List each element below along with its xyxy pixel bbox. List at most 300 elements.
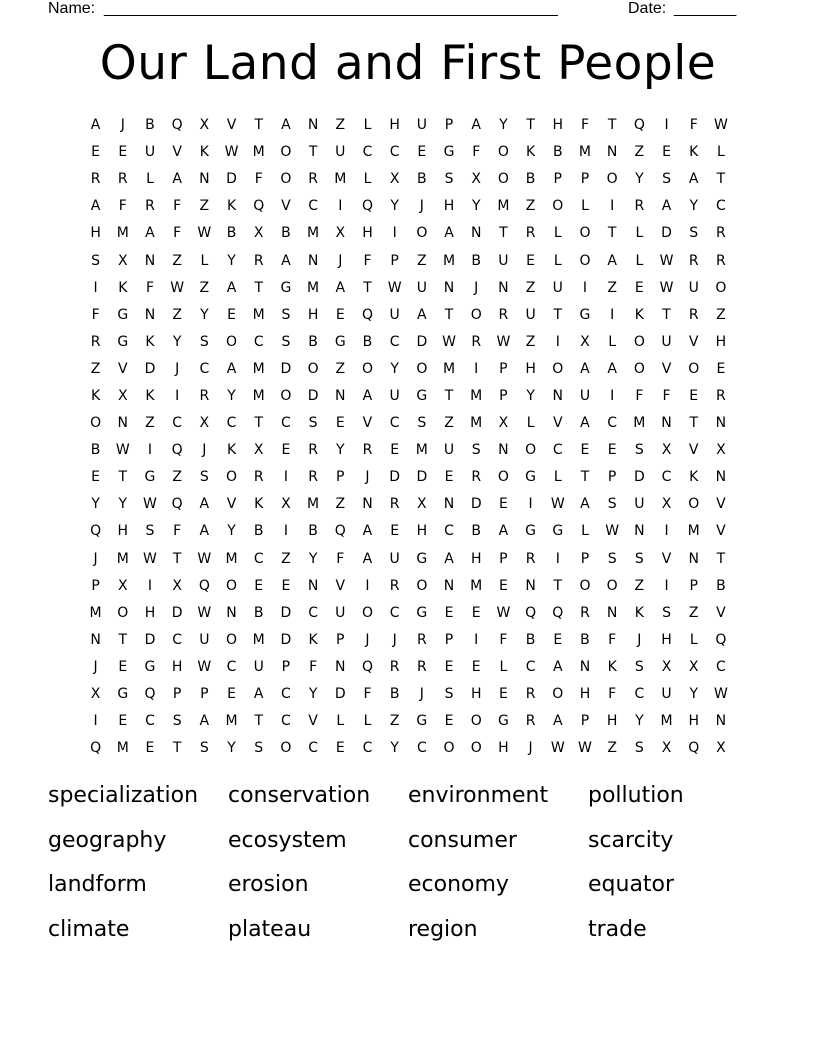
grid-letter[interactable]: V: [552, 415, 563, 432]
grid-letter[interactable]: C: [172, 415, 183, 432]
grid-letter[interactable]: M: [307, 496, 320, 513]
grid-letter[interactable]: W: [605, 523, 620, 540]
grid-letter[interactable]: A: [199, 523, 210, 540]
grid-letter[interactable]: A: [199, 496, 210, 513]
grid-letter[interactable]: J: [120, 117, 125, 134]
grid-letter[interactable]: M: [225, 713, 238, 730]
grid-letter[interactable]: P: [499, 360, 508, 377]
grid-letter[interactable]: S: [444, 686, 454, 703]
grid-letter[interactable]: L: [200, 252, 209, 269]
grid-letter[interactable]: Y: [390, 740, 399, 757]
grid-letter[interactable]: D: [661, 225, 672, 242]
grid-letter[interactable]: H: [389, 117, 400, 134]
grid-letter[interactable]: I: [582, 279, 588, 296]
grid-letter[interactable]: Q: [253, 198, 265, 215]
grid-letter[interactable]: R: [389, 577, 400, 594]
grid-letter[interactable]: C: [552, 442, 563, 459]
grid-letter[interactable]: J: [637, 631, 642, 648]
grid-letter[interactable]: C: [525, 658, 536, 675]
grid-letter[interactable]: C: [661, 469, 672, 486]
grid-letter[interactable]: R: [634, 198, 645, 215]
grid-letter[interactable]: B: [580, 631, 590, 648]
grid-letter[interactable]: P: [200, 686, 209, 703]
grid-letter[interactable]: Z: [335, 496, 346, 513]
grid-letter[interactable]: L: [581, 523, 589, 540]
grid-letter[interactable]: Y: [689, 686, 698, 703]
grid-letter[interactable]: U: [144, 144, 156, 161]
grid-letter[interactable]: E: [444, 469, 454, 486]
grid-letter[interactable]: U: [389, 306, 400, 323]
grid-letter[interactable]: C: [389, 604, 400, 621]
grid-letter[interactable]: B: [471, 523, 482, 540]
grid-letter[interactable]: M: [307, 225, 320, 242]
grid-letter[interactable]: I: [664, 523, 669, 540]
grid-letter[interactable]: M: [252, 144, 265, 161]
grid-letter[interactable]: O: [552, 198, 564, 215]
grid-letter[interactable]: H: [470, 686, 482, 703]
grid-letter[interactable]: L: [717, 144, 725, 161]
grid-letter[interactable]: L: [336, 713, 345, 730]
grid-letter[interactable]: Z: [172, 252, 182, 269]
grid-letter[interactable]: C: [389, 144, 400, 161]
grid-letter[interactable]: B: [471, 252, 482, 269]
grid-letter[interactable]: Y: [635, 171, 644, 188]
grid-letter[interactable]: F: [118, 198, 127, 215]
grid-letter[interactable]: R: [145, 198, 155, 215]
grid-letter[interactable]: P: [390, 252, 399, 269]
grid-letter[interactable]: Z: [444, 415, 454, 432]
grid-letter[interactable]: D: [280, 604, 292, 621]
grid-letter[interactable]: B: [308, 333, 318, 350]
grid-letter[interactable]: Z: [172, 469, 182, 486]
grid-letter[interactable]: T: [172, 740, 182, 757]
grid-letter[interactable]: U: [253, 658, 264, 675]
grid-letter[interactable]: V: [661, 550, 672, 567]
grid-letter[interactable]: Z: [634, 144, 645, 161]
grid-letter[interactable]: G: [144, 469, 156, 486]
grid-letter[interactable]: F: [173, 198, 182, 215]
grid-letter[interactable]: N: [307, 577, 319, 594]
grid-letter[interactable]: K: [634, 306, 644, 323]
grid-letter[interactable]: L: [581, 198, 589, 215]
grid-letter[interactable]: N: [443, 577, 455, 594]
grid-letter[interactable]: E: [689, 387, 699, 404]
grid-letter[interactable]: Q: [715, 631, 727, 648]
grid-letter[interactable]: H: [144, 604, 156, 621]
grid-letter[interactable]: R: [308, 469, 318, 486]
grid-letter[interactable]: Q: [144, 686, 156, 703]
grid-letter[interactable]: G: [117, 686, 129, 703]
grid-letter[interactable]: J: [175, 360, 180, 377]
grid-letter[interactable]: P: [553, 171, 562, 188]
grid-letter[interactable]: N: [90, 631, 101, 648]
grid-letter[interactable]: O: [361, 360, 373, 377]
grid-letter[interactable]: Y: [91, 496, 100, 513]
grid-letter[interactable]: M: [442, 252, 456, 269]
grid-letter[interactable]: X: [716, 442, 726, 459]
grid-letter[interactable]: M: [578, 144, 592, 161]
grid-letter[interactable]: S: [199, 333, 209, 350]
grid-letter[interactable]: W: [224, 144, 239, 161]
grid-letter[interactable]: C: [362, 144, 373, 161]
grid-letter[interactable]: N: [335, 658, 346, 675]
grid-letter[interactable]: Y: [635, 713, 644, 730]
grid-letter[interactable]: X: [498, 415, 509, 432]
grid-letter[interactable]: W: [713, 686, 728, 703]
grid-letter[interactable]: E: [417, 144, 427, 161]
grid-letter[interactable]: H: [416, 523, 428, 540]
grid-letter[interactable]: T: [254, 279, 263, 296]
grid-letter[interactable]: X: [688, 658, 699, 675]
grid-letter[interactable]: U: [416, 279, 427, 296]
grid-letter[interactable]: E: [227, 686, 236, 703]
grid-letter[interactable]: A: [552, 658, 563, 675]
grid-letter[interactable]: E: [281, 577, 291, 594]
grid-letter[interactable]: E: [498, 686, 508, 703]
grid-letter[interactable]: R: [716, 252, 726, 269]
grid-letter[interactable]: O: [470, 740, 482, 757]
grid-letter[interactable]: C: [172, 631, 183, 648]
grid-letter[interactable]: E: [335, 740, 345, 757]
grid-letter[interactable]: X: [389, 171, 400, 188]
grid-letter[interactable]: C: [281, 686, 291, 703]
grid-letter[interactable]: T: [526, 117, 535, 134]
grid-letter[interactable]: B: [525, 171, 536, 188]
grid-letter[interactable]: W: [550, 496, 565, 513]
grid-letter[interactable]: X: [335, 225, 346, 242]
grid-letter[interactable]: N: [606, 144, 618, 161]
grid-letter[interactable]: R: [716, 387, 726, 404]
grid-letter[interactable]: O: [280, 740, 292, 757]
grid-letter[interactable]: K: [526, 144, 536, 161]
grid-letter[interactable]: B: [281, 225, 291, 242]
grid-letter[interactable]: N: [307, 117, 319, 134]
grid-letter[interactable]: F: [173, 225, 182, 242]
grid-letter[interactable]: X: [253, 225, 264, 242]
grid-letter[interactable]: W: [197, 225, 212, 242]
grid-letter[interactable]: A: [253, 686, 264, 703]
grid-letter[interactable]: M: [334, 171, 347, 188]
grid-letter[interactable]: W: [143, 496, 157, 513]
grid-letter[interactable]: O: [226, 631, 238, 648]
grid-letter[interactable]: T: [172, 550, 182, 567]
grid-letter[interactable]: I: [93, 713, 98, 730]
grid-letter[interactable]: F: [336, 550, 345, 567]
grid-letter[interactable]: S: [607, 496, 617, 513]
grid-letter[interactable]: O: [497, 469, 509, 486]
grid-letter[interactable]: T: [118, 469, 128, 486]
grid-letter[interactable]: Y: [227, 252, 236, 269]
grid-letter[interactable]: Y: [227, 387, 236, 404]
grid-letter[interactable]: R: [688, 306, 699, 323]
grid-letter[interactable]: O: [226, 333, 238, 350]
grid-letter[interactable]: H: [715, 333, 727, 350]
grid-letter[interactable]: U: [579, 387, 591, 404]
grid-letter[interactable]: K: [91, 387, 101, 404]
grid-letter[interactable]: O: [633, 333, 645, 350]
grid-letter[interactable]: J: [338, 252, 343, 269]
grid-letter[interactable]: Y: [227, 523, 236, 540]
grid-letter[interactable]: A: [145, 225, 155, 242]
grid-letter[interactable]: A: [362, 387, 373, 404]
grid-letter[interactable]: S: [607, 550, 617, 567]
grid-letter[interactable]: X: [471, 171, 482, 188]
grid-letter[interactable]: E: [607, 442, 617, 459]
grid-letter[interactable]: C: [634, 686, 645, 703]
grid-letter[interactable]: M: [660, 713, 673, 730]
grid-letter[interactable]: Q: [90, 740, 102, 757]
grid-letter[interactable]: A: [199, 713, 210, 730]
grid-letter[interactable]: O: [470, 306, 482, 323]
grid-letter[interactable]: F: [635, 387, 644, 404]
grid-letter[interactable]: W: [659, 279, 674, 296]
grid-letter[interactable]: A: [552, 713, 563, 730]
grid-letter[interactable]: R: [525, 686, 536, 703]
grid-letter[interactable]: B: [716, 577, 726, 594]
grid-letter[interactable]: N: [498, 442, 509, 459]
grid-letter[interactable]: F: [689, 117, 698, 134]
grid-letter[interactable]: C: [308, 740, 318, 757]
grid-letter[interactable]: Y: [390, 198, 399, 215]
grid-letter[interactable]: S: [281, 333, 291, 350]
grid-letter[interactable]: I: [610, 198, 615, 215]
grid-letter[interactable]: C: [389, 333, 400, 350]
grid-letter[interactable]: V: [281, 198, 291, 215]
grid-letter[interactable]: T: [553, 577, 563, 594]
grid-letter[interactable]: X: [580, 333, 590, 350]
grid-letter[interactable]: G: [416, 387, 428, 404]
grid-letter[interactable]: S: [662, 171, 671, 188]
grid-letter[interactable]: O: [280, 144, 292, 161]
grid-letter[interactable]: G: [552, 523, 564, 540]
grid-letter[interactable]: O: [361, 604, 373, 621]
grid-letter[interactable]: A: [607, 252, 617, 269]
grid-letter[interactable]: Y: [118, 496, 128, 513]
grid-letter[interactable]: E: [553, 631, 563, 648]
grid-letter[interactable]: O: [307, 360, 319, 377]
grid-letter[interactable]: G: [525, 469, 537, 486]
grid-letter[interactable]: C: [281, 713, 291, 730]
grid-letter[interactable]: L: [146, 171, 154, 188]
grid-letter[interactable]: A: [335, 279, 346, 296]
grid-letter[interactable]: U: [335, 604, 346, 621]
grid-letter[interactable]: F: [145, 279, 154, 296]
grid-letter[interactable]: M: [470, 387, 483, 404]
grid-letter[interactable]: I: [664, 117, 669, 134]
grid-letter[interactable]: A: [362, 550, 373, 567]
grid-letter[interactable]: M: [252, 631, 265, 648]
grid-letter[interactable]: J: [202, 442, 207, 459]
grid-letter[interactable]: B: [362, 333, 373, 350]
grid-letter[interactable]: S: [634, 740, 644, 757]
grid-letter[interactable]: T: [716, 171, 726, 188]
grid-letter[interactable]: Q: [633, 117, 645, 134]
grid-letter[interactable]: O: [280, 387, 292, 404]
grid-letter[interactable]: O: [688, 360, 700, 377]
grid-letter[interactable]: N: [715, 713, 727, 730]
grid-letter[interactable]: Q: [361, 198, 373, 215]
grid-letter[interactable]: P: [580, 171, 590, 188]
grid-letter[interactable]: L: [499, 658, 508, 675]
grid-letter[interactable]: C: [308, 198, 318, 215]
grid-letter[interactable]: I: [664, 577, 669, 594]
grid-letter[interactable]: A: [90, 117, 101, 134]
grid-letter[interactable]: P: [172, 686, 182, 703]
grid-letter[interactable]: M: [415, 442, 428, 459]
grid-letter[interactable]: I: [147, 577, 153, 594]
grid-letter[interactable]: R: [416, 631, 427, 648]
grid-letter[interactable]: Y: [526, 387, 535, 404]
grid-letter[interactable]: M: [116, 225, 129, 242]
grid-letter[interactable]: U: [688, 279, 699, 296]
grid-letter[interactable]: I: [474, 360, 479, 377]
grid-letter[interactable]: U: [389, 387, 400, 404]
grid-letter[interactable]: T: [499, 225, 508, 242]
grid-letter[interactable]: R: [525, 225, 536, 242]
grid-letter[interactable]: U: [552, 279, 563, 296]
grid-letter[interactable]: E: [471, 604, 481, 621]
grid-letter[interactable]: G: [497, 713, 509, 730]
grid-letter[interactable]: J: [365, 631, 370, 648]
grid-letter[interactable]: Q: [171, 442, 183, 459]
grid-letter[interactable]: Z: [716, 306, 726, 323]
grid-letter[interactable]: Q: [198, 577, 210, 594]
grid-letter[interactable]: L: [635, 225, 644, 242]
grid-letter[interactable]: L: [363, 713, 372, 730]
grid-letter[interactable]: N: [688, 550, 699, 567]
grid-letter[interactable]: P: [580, 550, 590, 567]
grid-letter[interactable]: E: [227, 306, 236, 323]
grid-letter[interactable]: I: [283, 523, 288, 540]
grid-letter[interactable]: A: [498, 523, 509, 540]
grid-letter[interactable]: J: [419, 198, 424, 215]
grid-letter[interactable]: Z: [90, 360, 101, 377]
grid-letter[interactable]: N: [606, 604, 618, 621]
grid-letter[interactable]: A: [172, 171, 182, 188]
grid-letter[interactable]: E: [662, 144, 671, 161]
grid-letter[interactable]: F: [363, 252, 372, 269]
grid-letter[interactable]: V: [172, 144, 182, 161]
grid-letter[interactable]: O: [416, 360, 428, 377]
grid-letter[interactable]: R: [416, 658, 427, 675]
grid-letter[interactable]: E: [118, 144, 128, 161]
grid-letter[interactable]: O: [606, 577, 618, 594]
grid-letter[interactable]: P: [91, 577, 100, 594]
grid-letter[interactable]: A: [444, 225, 454, 242]
grid-letter[interactable]: N: [443, 496, 455, 513]
grid-letter[interactable]: N: [661, 415, 672, 432]
grid-letter[interactable]: A: [226, 360, 237, 377]
grid-letter[interactable]: C: [253, 550, 264, 567]
grid-letter[interactable]: O: [416, 225, 428, 242]
grid-letter[interactable]: C: [226, 415, 237, 432]
grid-letter[interactable]: I: [93, 279, 98, 296]
grid-letter[interactable]: W: [496, 604, 511, 621]
grid-letter[interactable]: Z: [281, 550, 291, 567]
grid-letter[interactable]: G: [334, 333, 346, 350]
grid-letter[interactable]: K: [607, 658, 617, 675]
grid-letter[interactable]: U: [661, 686, 672, 703]
grid-letter[interactable]: T: [716, 550, 726, 567]
grid-letter[interactable]: R: [389, 496, 400, 513]
grid-letter[interactable]: U: [525, 306, 536, 323]
grid-letter[interactable]: M: [225, 550, 238, 567]
grid-letter[interactable]: T: [607, 225, 617, 242]
grid-letter[interactable]: B: [145, 117, 155, 134]
grid-letter[interactable]: X: [281, 496, 291, 513]
grid-letter[interactable]: F: [254, 171, 263, 188]
grid-letter[interactable]: N: [199, 171, 210, 188]
grid-letter[interactable]: M: [252, 387, 265, 404]
grid-letter[interactable]: Z: [335, 117, 346, 134]
grid-letter[interactable]: H: [525, 360, 536, 377]
grid-letter[interactable]: L: [363, 171, 372, 188]
grid-letter[interactable]: J: [93, 550, 98, 567]
grid-letter[interactable]: K: [145, 387, 155, 404]
grid-letter[interactable]: F: [662, 387, 671, 404]
grid-letter[interactable]: R: [716, 225, 726, 242]
grid-letter[interactable]: Z: [172, 306, 182, 323]
grid-letter[interactable]: D: [280, 360, 292, 377]
grid-letter[interactable]: V: [688, 333, 699, 350]
grid-letter[interactable]: Y: [471, 198, 481, 215]
grid-letter[interactable]: K: [199, 144, 209, 161]
grid-letter[interactable]: S: [634, 442, 644, 459]
grid-letter[interactable]: P: [580, 713, 590, 730]
grid-letter[interactable]: K: [689, 469, 699, 486]
grid-letter[interactable]: P: [499, 387, 508, 404]
grid-letter[interactable]: R: [525, 550, 536, 567]
grid-letter[interactable]: Y: [227, 740, 236, 757]
grid-letter[interactable]: F: [499, 631, 508, 648]
grid-letter[interactable]: E: [281, 442, 291, 459]
grid-letter[interactable]: T: [254, 415, 263, 432]
grid-letter[interactable]: E: [145, 740, 155, 757]
grid-letter[interactable]: T: [553, 306, 563, 323]
grid-letter[interactable]: V: [716, 523, 726, 540]
grid-letter[interactable]: O: [416, 577, 428, 594]
grid-letter[interactable]: M: [633, 415, 646, 432]
grid-letter[interactable]: D: [633, 469, 645, 486]
grid-letter[interactable]: D: [226, 171, 237, 188]
grid-letter[interactable]: X: [716, 740, 726, 757]
grid-letter[interactable]: G: [416, 550, 428, 567]
grid-letter[interactable]: T: [254, 713, 263, 730]
grid-letter[interactable]: S: [199, 469, 209, 486]
grid-letter[interactable]: A: [607, 360, 617, 377]
grid-letter[interactable]: Z: [199, 198, 210, 215]
grid-letter[interactable]: A: [281, 252, 291, 269]
grid-letter[interactable]: T: [444, 387, 454, 404]
grid-letter[interactable]: Z: [525, 333, 536, 350]
grid-letter[interactable]: B: [90, 442, 101, 459]
grid-letter[interactable]: B: [253, 523, 264, 540]
grid-letter[interactable]: D: [470, 496, 482, 513]
grid-letter[interactable]: G: [416, 713, 428, 730]
grid-letter[interactable]: R: [90, 333, 101, 350]
grid-letter[interactable]: N: [715, 415, 727, 432]
grid-letter[interactable]: A: [417, 306, 427, 323]
grid-letter[interactable]: Q: [361, 658, 373, 675]
grid-letter[interactable]: X: [417, 496, 427, 513]
grid-letter[interactable]: W: [115, 442, 130, 459]
grid-letter[interactable]: G: [579, 306, 591, 323]
grid-letter[interactable]: S: [444, 171, 454, 188]
grid-letter[interactable]: M: [687, 523, 700, 540]
grid-letter[interactable]: E: [254, 577, 264, 594]
grid-letter[interactable]: O: [497, 171, 509, 188]
grid-letter[interactable]: R: [117, 171, 128, 188]
